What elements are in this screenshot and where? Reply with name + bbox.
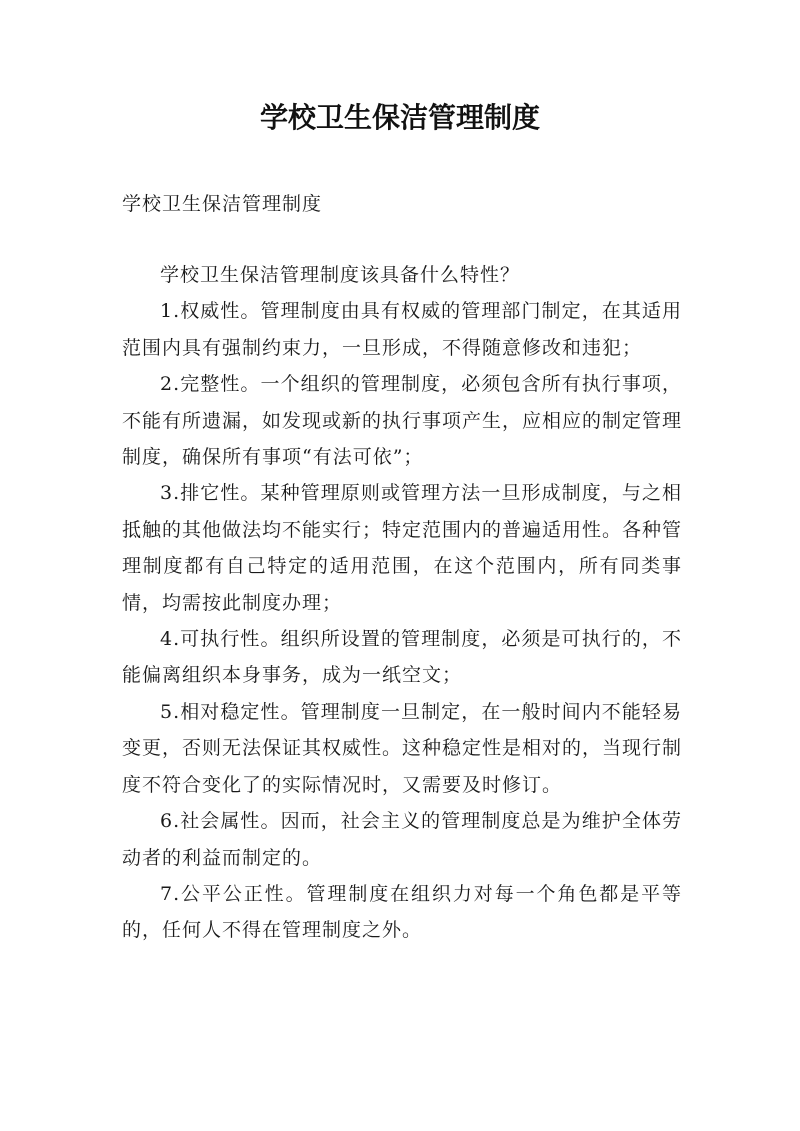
- intro-question: 学校卫生保洁管理制度该具备什么特性？: [160, 264, 521, 286]
- document-body: [122, 257, 682, 949]
- item-exclusivity: 3.排它性。某种管理原则或管理方法一旦形成制度，与之相抵触的其他做法均不能实行；特定范围内的普遍适用性。各种管理制度都有自己特定的适用范围，在这个范围内，所有同类事情，均需按此制度办理；: [122, 482, 683, 614]
- item-stability: 5.相对稳定性。管理制度一旦制定，在一般时间内不能轻易变更，否则无法保证其权威性。这种稳定性是相对的，当现行制度不符合变化了的实际情况时，又需要及时修订。: [122, 700, 683, 796]
- item-social-attribute: 6.社会属性。因而，社会主义的管理制度总是为维护全体劳动者的利益而制定的。: [122, 810, 682, 869]
- item-completeness: 2.完整性。一个组织的管理制度，必须包含所有执行事项，不能有所遗漏，如发现或新的执行事项产生，应相应的制定管理制度，确保所有事项“有法可依”；: [122, 373, 683, 469]
- document-title: 学校卫生保洁管理制度: [259, 101, 540, 134]
- item-fairness: 7.公平公正性。管理制度在组织力对每一个角色都是平等的，任何人不得在管理制度之外。: [122, 882, 682, 942]
- item-executability: 4.可执行性。组织所设置的管理制度，必须是可执行的，不能偏离组织本身事务，成为一纸空文；: [122, 628, 682, 687]
- item-authority: 1.权威性。管理制度由具有权威的管理部门制定，在其适用范围内具有强制约束力，一旦形成，不得随意修改和违犯；: [122, 300, 682, 359]
- document-subtitle: 学校卫生保洁管理制度: [122, 193, 323, 215]
